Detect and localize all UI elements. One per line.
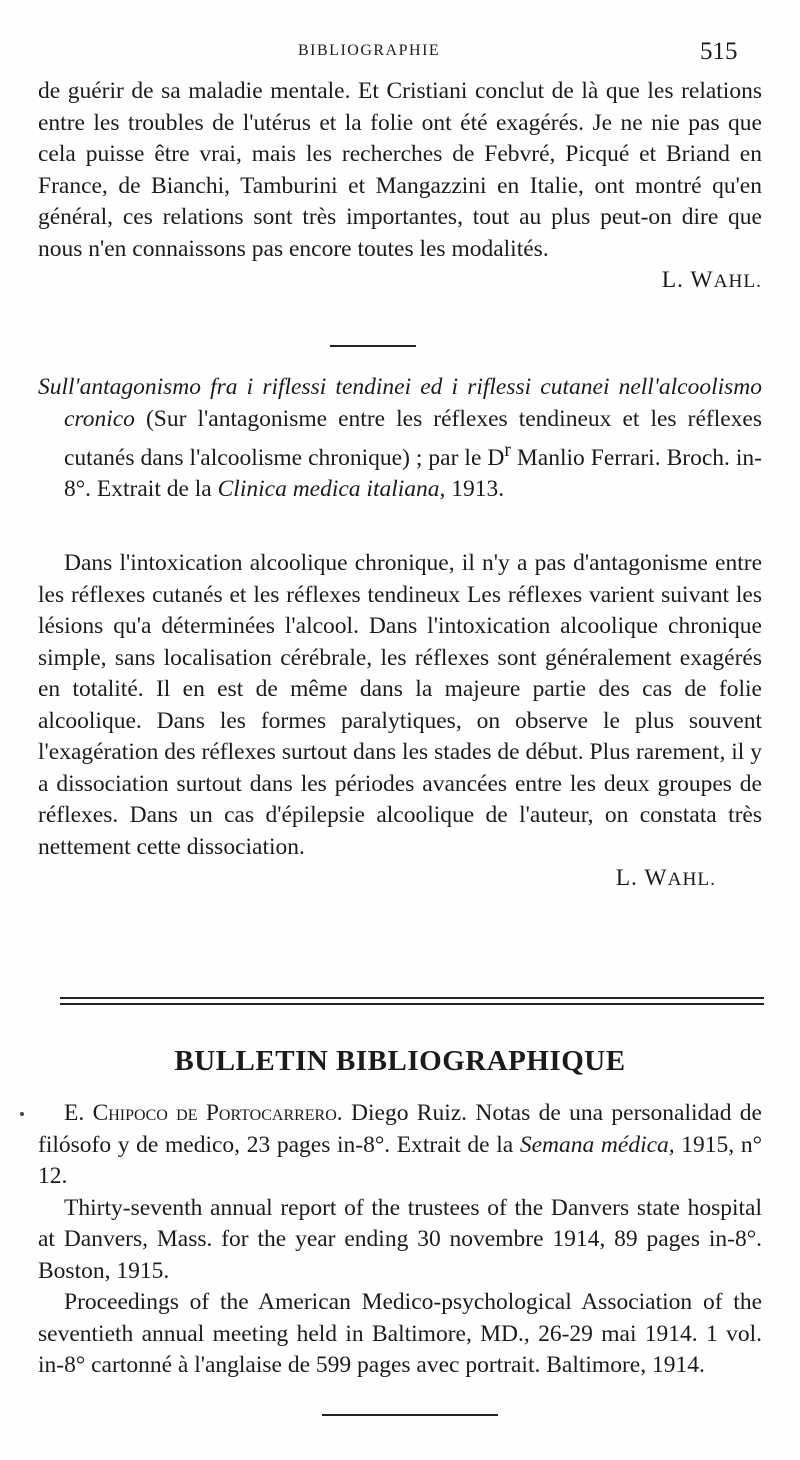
entry-journal: Semana médica, xyxy=(519,1131,675,1158)
margin-mark xyxy=(20,1112,24,1116)
signature-initial: L. W xyxy=(661,267,714,293)
review-ferrari-body xyxy=(38,548,762,896)
running-header xyxy=(0,38,800,70)
review-continuation xyxy=(38,76,762,298)
citation-after: Manlio Ferrari. Broch. in-8°. Extrait de la xyxy=(64,444,762,503)
citation-sup: r xyxy=(504,440,511,461)
bulletin-entry: Thirty-seventh annual report of the trustees of the Danvers state hospital at Danvers, Mass. for the year ending 30 novembre 1914, 89 pages in-8°. Boston, 1915. xyxy=(38,1194,762,1284)
review-citation xyxy=(38,372,762,506)
running-title: BIBLIOGRAPHIE xyxy=(298,42,441,59)
double-rule-bottom xyxy=(60,1003,764,1005)
review-signature-2 xyxy=(38,863,716,896)
citation-title: Sull'antagonismo fra i riflessi tendinei ed i riflessi cutanei nell'alcoolismo cronico xyxy=(38,374,762,432)
entry-text: Diego Ruiz. Notas de una personalidad de filósofo y de medico, 23 pages in-8°. Extrait de la xyxy=(38,1100,762,1158)
signature-rest-2: AHL. xyxy=(667,869,716,890)
page-number: 515 xyxy=(700,38,738,65)
signature-initial-2: L. W xyxy=(615,865,668,891)
review-signature xyxy=(38,265,762,298)
bulletin-list xyxy=(38,1098,762,1382)
citation-mid: (Sur l'antagonisme entre les réflexes tendineux et les réflexes cutanés dans l'alcoolisme chronique) ; par le D xyxy=(64,405,762,471)
closing-rule xyxy=(322,1414,498,1416)
review-ferrari xyxy=(38,372,762,506)
bulletin-title: BULLETIN BIBLIOGRAPHIQUE xyxy=(174,1045,626,1077)
citation-journal: Clinica medica italiana, xyxy=(217,476,446,503)
review-body-text: Dans l'intoxication alcoolique chronique, il n'y a pas d'antagonisme entre les réflexes cutanés et les réflexes tendineux Les réflexes varient suivant les lésions qu'a déterminées l'alcool. Dans l'intoxication alcoolique chronique simple, sans localisation cérébrale, les réflexes sont généralement exagérés en totalité. Il en est de même dans la majeure partie des cas de folie alcoolique. Dans les formes paralytiques, on observe le plus souvent l'exagération des réflexes surtout dans les stades de début. Plus rarement, il y a dissociation surtout dans les périodes avancées entre les deux groupes de réflexes. Dans un cas d'épilepsie alcoolique de l'auteur, on constata très nettement cette dissociation. xyxy=(38,550,762,860)
citation-year: 1913. xyxy=(445,476,505,503)
review-continuation-text: de guérir de sa maladie mentale. Et Cristiani conclut de là que les relations entre les troubles de l'utérus et la folie ont été exagérés. Je ne nie pas que cela puisse être vrai, mais les recherches de Febvré, Picqué et Briand en France, de Bianchi, Tamburini et Mangazzini en Italie, ont montré qu'en général, ces relations sont très importantes, tout au plus peut-on dire que nous n'en connaissons pas encore toutes les modalités. xyxy=(38,78,762,262)
entry-end: 1915, n° 12. xyxy=(38,1131,762,1189)
entry-author: E. Chipoco de Portocarrero. xyxy=(64,1100,343,1126)
section-divider xyxy=(330,345,416,347)
bulletin-entry xyxy=(38,1098,762,1193)
bulletin-entry: Proceedings of the American Medico-psychological Association of the seventieth annual meeting held in Baltimore, MD., 26-29 mai 1914. 1 vol. in-8° cartonné à l'anglaise de 599 pages avec portrait. Baltimore, 1914. xyxy=(38,1289,762,1378)
double-rule-top xyxy=(60,997,764,999)
signature-rest: AHL. xyxy=(713,271,762,292)
